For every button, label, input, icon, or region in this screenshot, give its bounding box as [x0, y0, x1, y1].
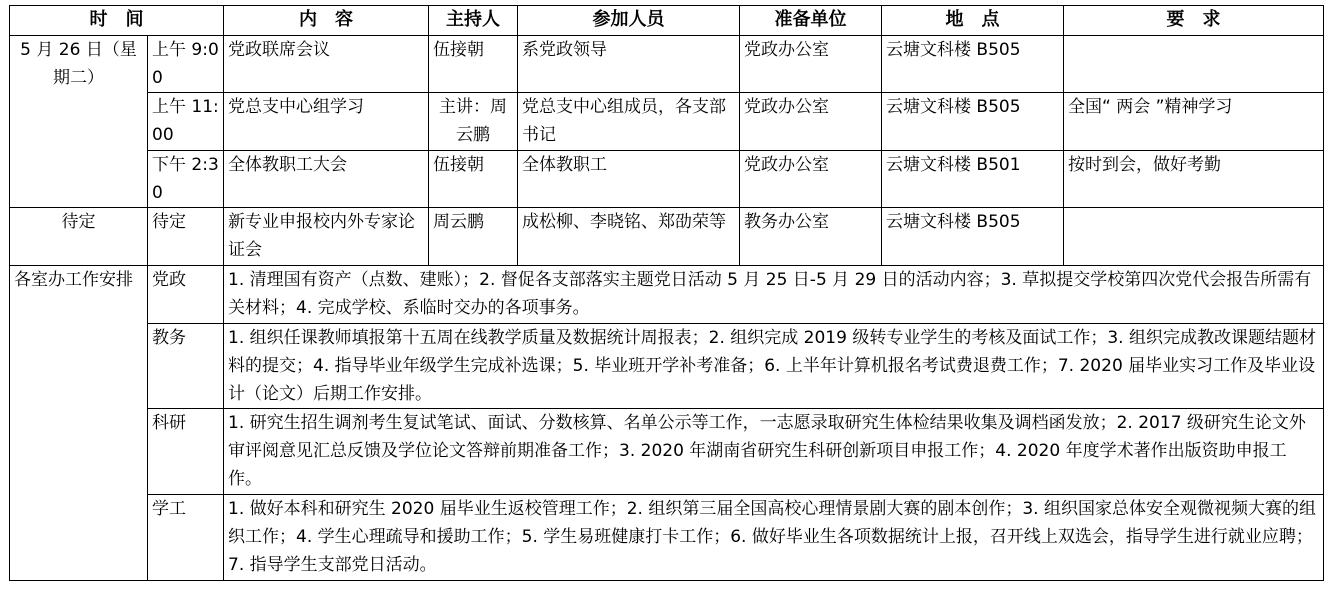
time-cell: 上午 11:00 — [148, 93, 224, 151]
work-text-cell: 1. 清理国有资产（点数、建账）；2. 督促各支部落实主题党日活动 5 月 25 日-5 月 29 日的活动内容；3. 草拟提交学校第四次党代会报告所需有关材料；4. 完成学校、系临时交办的各项事务。 — [224, 266, 1324, 324]
host-cell: 主讲：周云鹏 — [429, 93, 518, 151]
participants-cell: 全体教职工 — [518, 151, 740, 208]
schedule-document — [9, 5, 1324, 581]
participants-cell: 成松柳、李晓铭、郑劭荣等 — [518, 208, 740, 266]
header-content: 内 容 — [224, 6, 429, 36]
header-row — [10, 6, 1324, 36]
date-cell: 待定 — [10, 208, 148, 266]
dept-cell: 科研 — [148, 409, 224, 495]
host-cell: 周云鹏 — [429, 208, 518, 266]
location-cell: 云塘文科楼 B505 — [882, 93, 1064, 151]
table-row — [10, 93, 1324, 151]
prep-cell: 党政办公室 — [740, 151, 882, 208]
participants-cell: 系党政领导 — [518, 36, 740, 93]
table-row — [10, 36, 1324, 93]
header-host: 主持人 — [429, 6, 518, 36]
header-requirement: 要 求 — [1064, 6, 1324, 36]
work-row — [10, 266, 1324, 324]
work-row — [10, 495, 1324, 581]
header-location: 地 点 — [882, 6, 1064, 36]
location-cell: 云塘文科楼 B501 — [882, 151, 1064, 208]
participants-cell: 党总支中心组成员，各支部书记 — [518, 93, 740, 151]
work-text-cell: 1. 组织任课教师填报第十五周在线教学质量及数据统计周报表；2. 组织完成 2019 级转专业学生的考核及面试工作；3. 组织完成教改课题结题材料的提交；4. 指导毕业年级学生完成补选课；5. 毕业班开学补考准备；6. 上半年计算机报名考试费退费工作；7. 2020 届毕业实习工作及毕业设计（论文）后期工作安排。 — [224, 324, 1324, 409]
table-row — [10, 151, 1324, 208]
work-text-cell: 1. 研究生招生调剂考生复试笔试、面试、分数核算、名单公示等工作，一志愿录取研究生体检结果收集及调档函发放；2. 2017 级研究生论文外审评阅意见汇总反馈及学位论文答辩前期准备工作；3. 2020 年湖南省研究生科研创新项目申报工作；4. 2020 年度学术著作出版资助申报工作。 — [224, 409, 1324, 495]
dept-cell: 党政 — [148, 266, 224, 324]
time-cell: 待定 — [148, 208, 224, 266]
table-row — [10, 208, 1324, 266]
schedule-table — [9, 5, 1324, 581]
dept-cell: 教务 — [148, 324, 224, 409]
prep-cell: 党政办公室 — [740, 93, 882, 151]
time-cell: 下午 2:30 — [148, 151, 224, 208]
header-time: 时 间 — [10, 6, 224, 36]
date-cell: 5 月 26 日（星期二） — [10, 36, 148, 208]
requirement-cell — [1064, 36, 1324, 93]
requirement-cell — [1064, 208, 1324, 266]
host-cell: 伍接朝 — [429, 36, 518, 93]
time-cell: 上午 9:00 — [148, 36, 224, 93]
host-cell: 伍接朝 — [429, 151, 518, 208]
content-cell: 新专业申报校内外专家论证会 — [224, 208, 429, 266]
prep-cell: 教务办公室 — [740, 208, 882, 266]
content-cell: 全体教职工大会 — [224, 151, 429, 208]
location-cell: 云塘文科楼 B505 — [882, 36, 1064, 93]
requirement-cell: 全国“ 两会 ”精神学习 — [1064, 93, 1324, 151]
content-cell: 党政联席会议 — [224, 36, 429, 93]
header-participants: 参加人员 — [518, 6, 740, 36]
header-prep: 准备单位 — [740, 6, 882, 36]
work-row — [10, 409, 1324, 495]
content-cell: 党总支中心组学习 — [224, 93, 429, 151]
requirement-cell: 按时到会，做好考勤 — [1064, 151, 1324, 208]
work-row — [10, 324, 1324, 409]
work-text-cell: 1. 做好本科和研究生 2020 届毕业生返校管理工作；2. 组织第三届全国高校心理情景剧大赛的剧本创作；3. 组织国家总体安全观微视频大赛的组织工作；4. 学生心理疏导和援助工作；5. 学生易班健康打卡工作；6. 做好毕业生各项数据统计上报，召开线上双选会，指导学生进行就业应聘；7. 指导学生支部党日活动。 — [224, 495, 1324, 581]
dept-cell: 学工 — [148, 495, 224, 581]
work-label-cell: 各室办工作安排 — [10, 266, 148, 581]
prep-cell: 党政办公室 — [740, 36, 882, 93]
location-cell: 云塘文科楼 B505 — [882, 208, 1064, 266]
